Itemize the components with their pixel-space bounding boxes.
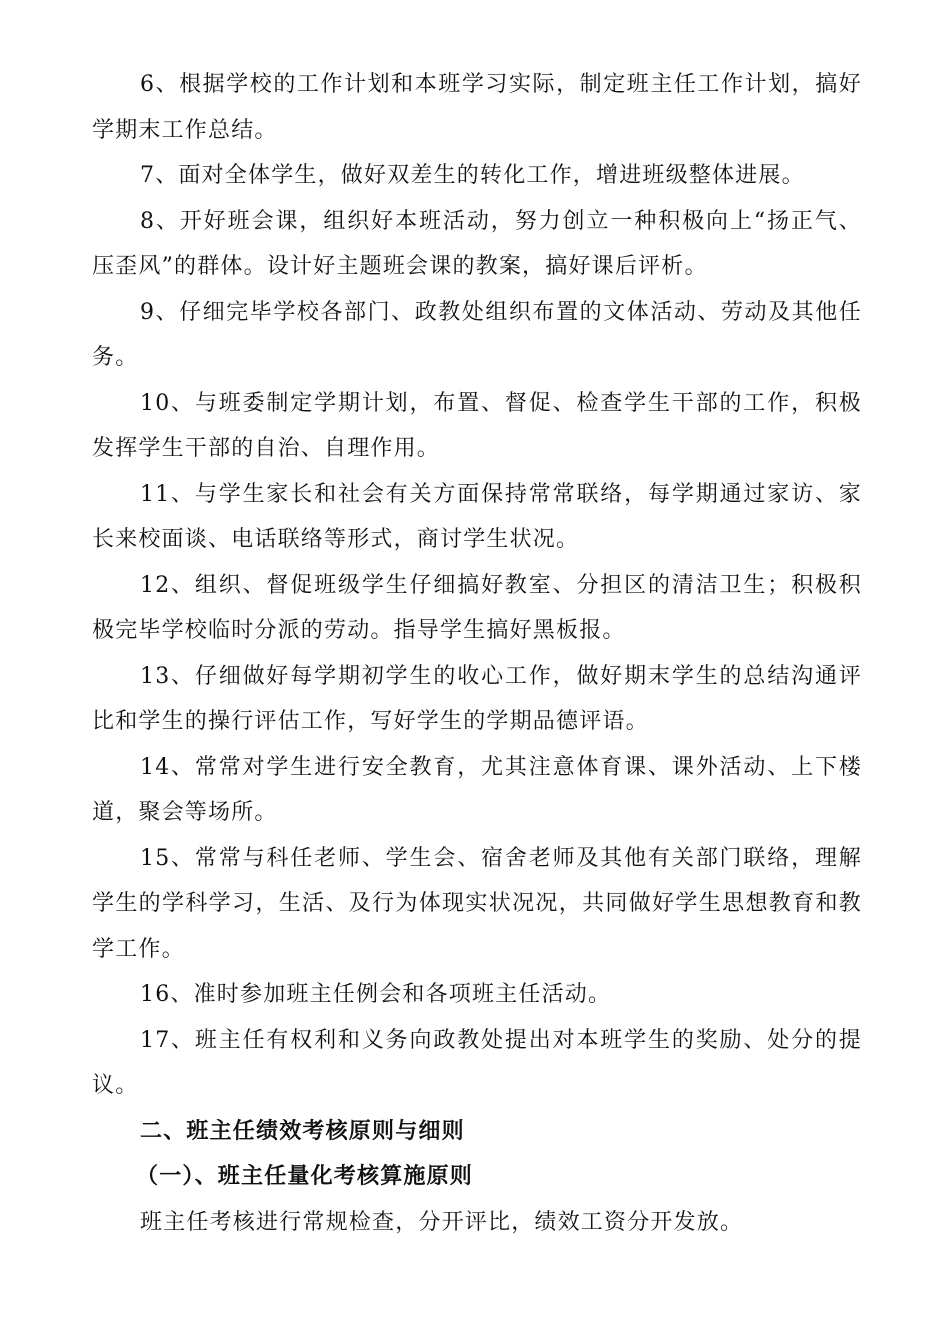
list-item: 10、与班委制定学期计划，布置、督促、检查学生干部的工作，积极发挥学生干部的自治、自理作用。: [92, 390, 862, 461]
list-item: 12、组织、督促班级学生仔细搞好教室、分担区的清洁卫生；积极积极完毕学校临时分派的劳动。指导学生搞好黑板报。: [92, 572, 862, 643]
list-item: 11、与学生家长和社会有关方面保持常常联络，每学期通过家访、家长来校面谈、电话联络等形式，商讨学生状况。: [92, 481, 862, 552]
section-heading: 二、班主任绩效考核原则与细则: [140, 1117, 465, 1144]
list-item: 14、常常对学生进行安全教育，尤其注意体育课、课外活动、上下楼道，聚会等场所。: [92, 754, 862, 825]
list-item: 6、根据学校的工作计划和本班学习实际，制定班主任工作计划，搞好学期末工作总结。: [92, 72, 862, 143]
closing-paragraph: 班主任考核进行常规检查，分开评比，绩效工资分开发放。: [140, 1209, 744, 1235]
list-item: 15、常常与科任老师、学生会、宿舍老师及其他有关部门联络，理解学生的学科学习，生活、及行为体现实状况况，共同做好学生思想教育和教学工作。: [92, 845, 862, 962]
list-item: 7、面对全体学生，做好双差生的转化工作，增进班级整体进展。: [140, 163, 805, 188]
list-item: 13、仔细做好每学期初学生的收心工作，做好期末学生的总结沟通评比和学生的操行评估工作，写好学生的学期品德评语。: [92, 663, 862, 734]
document-body: [92, 62, 862, 1245]
subsection-heading: （一）、班主任量化考核算施原则: [136, 1163, 474, 1189]
list-item: 9、仔细完毕学校各部门、政教处组织布置的文体活动、劳动及其他任务。: [92, 299, 862, 370]
list-item: 16、准时参加班主任例会和各项班主任活动。: [140, 982, 612, 1007]
list-item: 17、班主任有权利和义务向政教处提出对本班学生的奖励、处分的提议。: [92, 1027, 862, 1098]
list-item: 8、开好班会课，组织好本班活动，努力创立一种积极向上“扬正气、压歪风”的群体。设计好主题班会课的教案，搞好课后评析。: [92, 208, 862, 279]
